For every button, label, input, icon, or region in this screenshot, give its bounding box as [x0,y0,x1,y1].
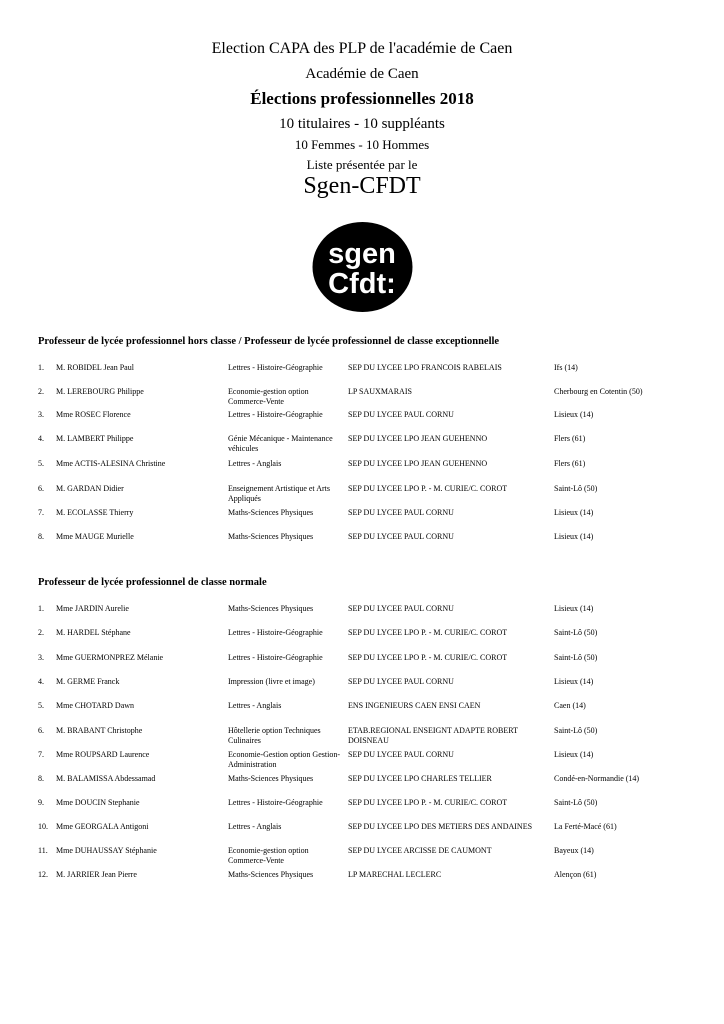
candidate-name: M. GERME Franck [56,677,120,686]
candidate-row [0,726,724,752]
candidate-discipline: Economie-gestion option Commerce-Vente [228,846,309,865]
candidate-row [0,434,724,460]
candidate-row [0,508,724,534]
candidate-city: La Ferté-Macé (61) [554,822,617,831]
candidate-city: Ifs (14) [554,363,578,372]
candidate-rank: 4. [38,434,44,443]
candidate-discipline: Enseignement Artistique et Arts Appliqués [228,484,330,503]
sgen-cfdt-logo [311,221,414,313]
candidate-name: Mme ACTIS-ALESINA Christine [56,459,166,468]
candidate-establishment: SEP DU LYCEE LPO P. - M. CURIE/C. COROT [348,653,508,662]
candidate-rank: 2. [38,628,44,637]
candidate-rank: 7. [38,750,44,759]
candidate-city: Cherbourg en Cotentin (50) [554,387,643,396]
section-title-hors-classe: Professeur de lycée professionnel hors classe / Professeur de lycée professionnel de classe exceptionnelle [38,336,500,347]
candidate-name: M. HARDEL Stéphane [56,628,131,637]
candidate-row [0,628,724,654]
candidate-name: Mme GUERMONPREZ Mélanie [56,653,164,662]
header-gender-balance: 10 Femmes - 10 Hommes [294,137,430,152]
candidate-row [0,701,724,727]
candidate-discipline: Lettres - Histoire-Géographie [228,798,323,807]
candidate-city: Saint-Lô (50) [554,726,598,735]
candidate-discipline: Maths-Sciences Physiques [228,508,314,517]
candidate-city: Flers (61) [554,459,586,468]
candidate-rank: 3. [38,410,44,419]
candidate-city: Lisieux (14) [554,508,594,517]
header-seats: 10 titulaires - 10 suppléants [279,116,445,132]
candidate-name: Mme ROSEC Florence [56,410,131,419]
candidate-row [0,750,724,776]
candidate-name: M. BALAMISSA Abdessamad [56,774,156,783]
candidate-city: Caen (14) [554,701,586,710]
candidate-establishment: SEP DU LYCEE LPO JEAN GUEHENNO [348,459,488,468]
candidate-name: Mme MAUGE Murielle [56,532,134,541]
candidate-city: Bayeux (14) [554,846,594,855]
candidate-row [0,484,724,510]
candidate-row [0,459,724,485]
candidate-establishment: SEP DU LYCEE LPO CHARLES TELLIER [348,774,492,783]
candidate-row [0,604,724,630]
candidate-establishment: SEP DU LYCEE PAUL CORNU [348,532,454,541]
candidate-discipline: Economie-Gestion option Gestion-Administration [228,750,340,769]
candidate-establishment: SEP DU LYCEE LPO JEAN GUEHENNO [348,434,488,443]
candidate-rank: 7. [38,508,44,517]
candidate-establishment: SEP DU LYCEE LPO P. - M. CURIE/C. COROT [348,484,508,493]
candidate-city: Lisieux (14) [554,604,594,613]
candidate-establishment: SEP DU LYCEE PAUL CORNU [348,677,454,686]
candidate-discipline: Lettres - Histoire-Géographie [228,628,323,637]
candidate-row [0,410,724,436]
candidate-establishment: SEP DU LYCEE LPO P. - M. CURIE/C. COROT [348,798,508,807]
candidate-discipline: Maths-Sciences Physiques [228,870,314,879]
candidate-establishment: SEP DU LYCEE LPO P. - M. CURIE/C. COROT [348,628,508,637]
candidate-row [0,846,724,872]
candidate-rank: 1. [38,604,44,613]
candidate-establishment: ENS INGENIEURS CAEN ENSI CAEN [348,701,481,710]
logo-text-cfdt: Cfdt: [328,268,396,300]
candidate-name: M. GARDAN Didier [56,484,124,493]
candidate-name: Mme ROUPSARD Laurence [56,750,150,759]
candidate-rank: 4. [38,677,44,686]
candidate-name: M. LEREBOURG Philippe [56,387,144,396]
candidate-discipline: Impression (livre et image) [228,677,315,686]
candidate-establishment: SEP DU LYCEE PAUL CORNU [348,604,454,613]
candidate-row [0,798,724,824]
candidate-rank: 8. [38,774,44,783]
candidate-name: M. JARRIER Jean Pierre [56,870,137,879]
candidate-discipline: Lettres - Anglais [228,822,282,831]
candidate-row [0,870,724,896]
logo-text-sgen: sgen [328,238,396,270]
candidate-city: Lisieux (14) [554,410,594,419]
candidate-name: M. ROBIDEL Jean Paul [56,363,134,372]
candidate-row [0,774,724,800]
candidate-city: Lisieux (14) [554,532,594,541]
candidate-rank: 10. [38,822,48,831]
candidate-city: Alençon (61) [554,870,597,879]
candidate-city: Saint-Lô (50) [554,653,598,662]
candidate-discipline: Maths-Sciences Physiques [228,532,314,541]
candidate-city: Lisieux (14) [554,677,594,686]
candidate-row [0,363,724,389]
candidate-establishment: LP MARECHAL LECLERC [348,870,442,879]
candidate-name: M. LAMBERT Philippe [56,434,134,443]
candidate-establishment: ETAB.REGIONAL ENSEIGNT ADAPTE ROBERT DOISNEAU [348,726,518,745]
candidate-rank: 8. [38,532,44,541]
candidate-discipline: Génie Mécanique - Maintenance véhicules [228,434,333,453]
candidate-establishment: SEP DU LYCEE LPO DES METIERS DES ANDAINES [348,822,533,831]
candidate-establishment: SEP DU LYCEE ARCISSE DE CAUMONT [348,846,492,855]
candidate-row [0,653,724,679]
candidate-name: Mme DOUCIN Stephanie [56,798,140,807]
candidate-name: M. ECOLASSE Thierry [56,508,134,517]
section-title-classe-normale: Professeur de lycée professionnel de classe normale [38,577,267,588]
candidate-city: Saint-Lô (50) [554,628,598,637]
candidate-city: Saint-Lô (50) [554,798,598,807]
candidate-city: Saint-Lô (50) [554,484,598,493]
candidate-discipline: Maths-Sciences Physiques [228,604,314,613]
candidate-discipline: Lettres - Histoire-Géographie [228,363,323,372]
header-union-name: Sgen-CFDT [303,173,421,199]
candidate-rank: 1. [38,363,44,372]
candidate-name: Mme DUHAUSSAY Stéphanie [56,846,157,855]
header-academy: Académie de Caen [305,66,419,82]
candidate-rank: 3. [38,653,44,662]
header-presented-by: Liste présentée par le [306,157,418,172]
candidate-name: Mme GEORGALA Antigoni [56,822,149,831]
candidate-discipline: Lettres - Histoire-Géographie [228,653,323,662]
candidate-discipline: Economie-gestion option Commerce-Vente [228,387,309,406]
candidate-establishment: LP SAUXMARAIS [348,387,412,396]
candidate-discipline: Maths-Sciences Physiques [228,774,314,783]
candidate-city: Lisieux (14) [554,750,594,759]
candidate-discipline: Lettres - Anglais [228,701,282,710]
candidate-row [0,532,724,558]
candidate-rank: 2. [38,387,44,396]
candidate-city: Condé-en-Normandie (14) [554,774,640,783]
candidate-row [0,822,724,848]
candidate-rank: 12. [38,870,48,879]
candidate-rank: 6. [38,726,44,735]
candidate-discipline: Hôtellerie option Techniques Culinaires [228,726,321,745]
candidate-rank: 5. [38,459,44,468]
candidate-establishment: SEP DU LYCEE PAUL CORNU [348,410,454,419]
candidate-rank: 5. [38,701,44,710]
candidate-rank: 6. [38,484,44,493]
candidate-discipline: Lettres - Anglais [228,459,282,468]
candidate-name: Mme JARDIN Aurelie [56,604,129,613]
candidate-city: Flers (61) [554,434,586,443]
candidate-rank: 9. [38,798,44,807]
candidate-discipline: Lettres - Histoire-Géographie [228,410,323,419]
candidate-row [0,677,724,703]
candidate-name: M. BRABANT Christophe [56,726,143,735]
candidate-establishment: SEP DU LYCEE PAUL CORNU [348,508,454,517]
page-title: Élections professionnelles 2018 [250,89,474,108]
candidate-establishment: SEP DU LYCEE LPO FRANCOIS RABELAIS [348,363,502,372]
candidate-name: Mme CHOTARD Dawn [56,701,135,710]
candidate-rank: 11. [38,846,48,855]
candidate-establishment: SEP DU LYCEE PAUL CORNU [348,750,454,759]
header-election-title: Election CAPA des PLP de l'académie de Caen [211,40,513,57]
